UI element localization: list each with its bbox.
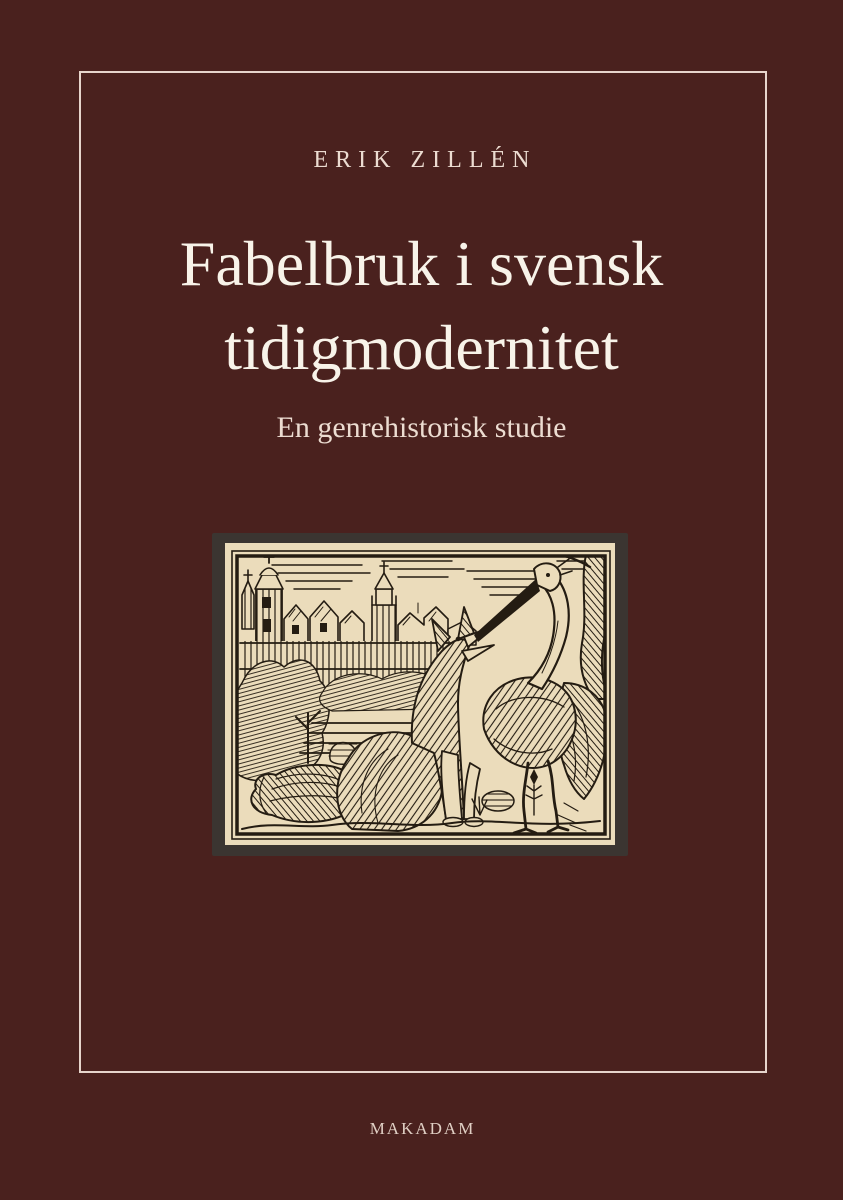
book-subtitle: En genrehistorisk studie — [276, 411, 567, 444]
publisher-logo-text: MAKADAM — [369, 1119, 476, 1138]
title-line-1: Fabelbruk i svensk — [179, 228, 664, 299]
fox-and-stork-woodcut-illustration — [212, 533, 628, 856]
woodcut-svg — [212, 533, 628, 856]
title-line-2: tidigmodernitet — [224, 312, 619, 383]
author-name: ERIK ZILLÉN — [313, 147, 537, 173]
book-title — [0, 222, 843, 390]
